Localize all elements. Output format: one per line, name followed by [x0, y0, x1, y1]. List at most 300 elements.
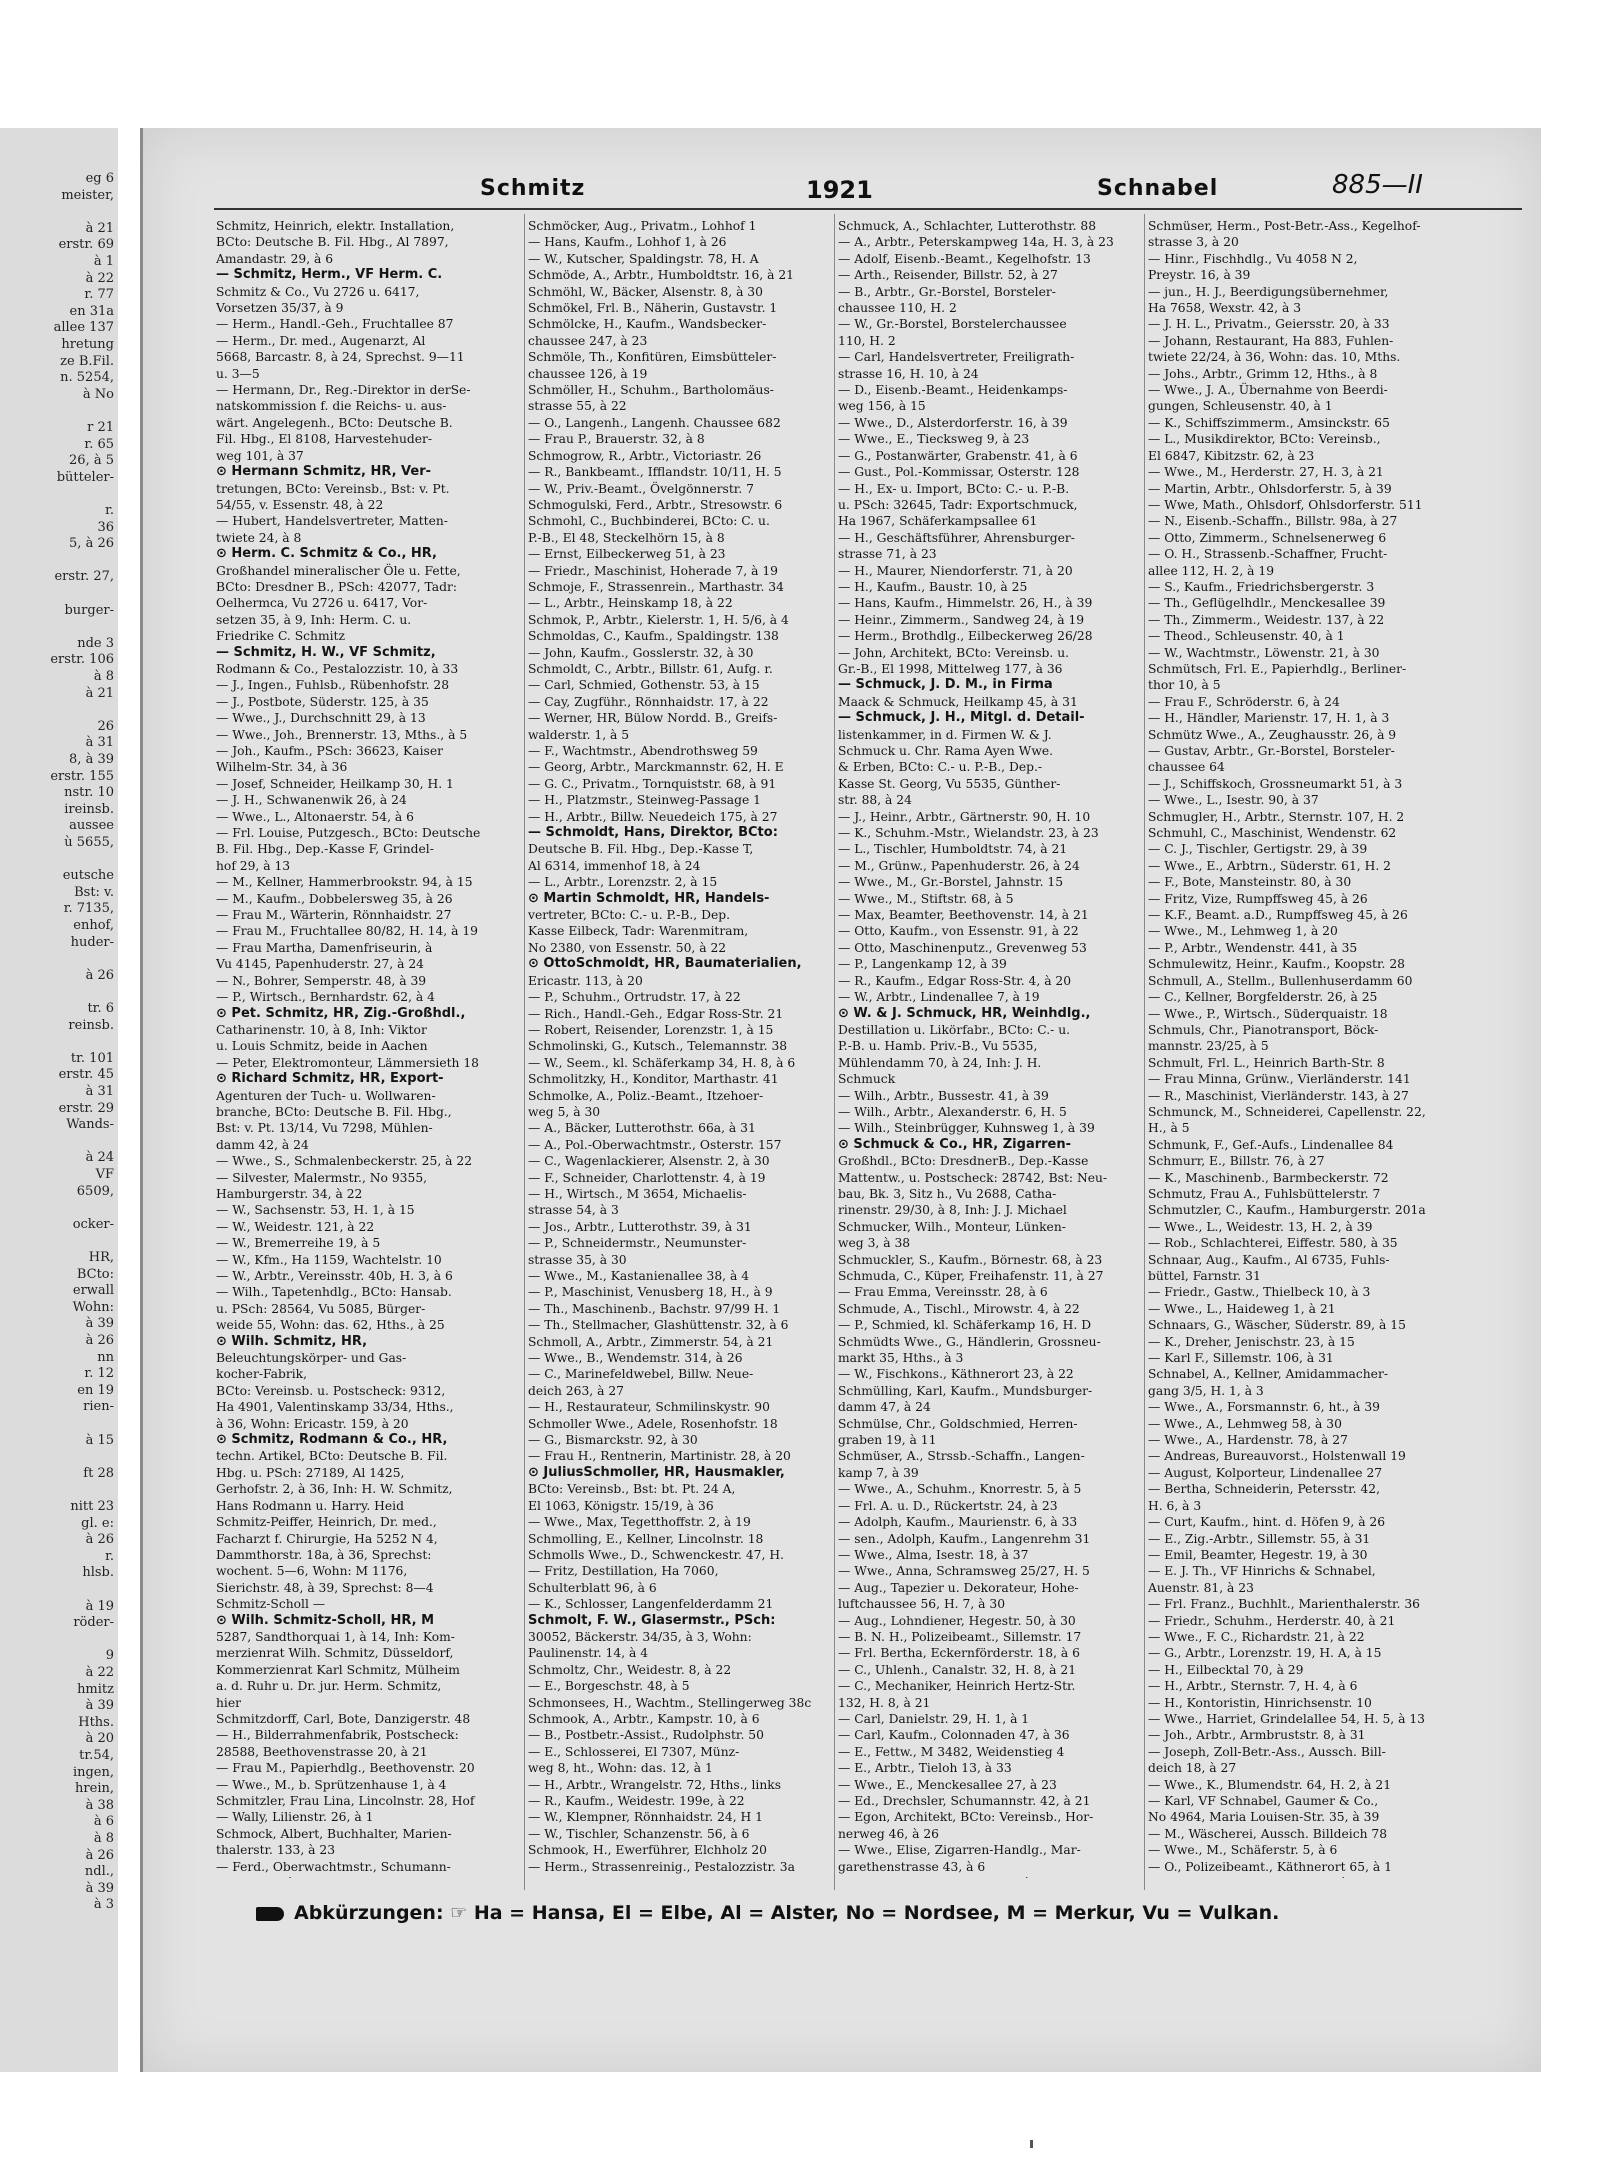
directory-entry-line [1148, 1875, 1448, 1878]
directory-column-4 [1148, 218, 1448, 1878]
directory-entry-line: — Joh., Kaufm., PSch: 36623, Kaiser [216, 744, 443, 758]
directory-entry-line: natskommission f. die Reichs- u. aus- [216, 399, 447, 414]
directory-entry-line: Gr.-B., El 1998, Mittelweg 177, à 36 [838, 661, 1063, 676]
directory-entry-line: — A., Arbtr., Peterskampweg 14a, H. 3, à 23 [838, 235, 1114, 250]
directory-entry-line: P.-B. u. Hamb. Priv.-B., Vu 5535, [838, 1039, 1038, 1054]
adjacent-page-fragment: r. 7135, [63, 901, 114, 917]
directory-entry-line: Schmölcke, H., Kaufm., Wandsbecker- [528, 317, 767, 332]
adjacent-page-fragment: à 8 [93, 669, 114, 684]
directory-entry-line: — M., Kellner, Hammerbrookstr. 94, à 15 [216, 875, 473, 890]
directory-entry-line: allee 112, H. 2, à 19 [1148, 563, 1275, 578]
directory-entry-line: à 36, Wohn: Ericastr. 159, à 20 [216, 1416, 409, 1431]
directory-entry-line: — H., Bilderrahmenfabrik, Postscheck: [216, 1728, 459, 1743]
adjacent-page-fragment: 9 [105, 1648, 114, 1664]
directory-entry-line: hier [216, 1695, 242, 1710]
directory-entry-line: — K., Schlosser, Langenfelderdamm 21 [528, 1597, 774, 1612]
directory-entry-line: — P., Wirtsch., Bernhardstr. 62, à 4 [216, 990, 435, 1005]
directory-entry-line: — Wwe., J. A., Übernahme von Beerdi- [1148, 383, 1388, 398]
directory-entry-line: Bst: v. Pt. 13/14, Vu 7298, Mühlen- [216, 1121, 433, 1136]
directory-entry-line: weg 156, à 15 [838, 399, 926, 414]
adjacent-page-fragment: à 22 [85, 1665, 114, 1680]
directory-entry-line: — Hubert, Handelsvertreter, Matten- [216, 514, 448, 529]
directory-entry-line: Schmuhl, C., Maschinist, Wendenstr. 62 [1148, 826, 1397, 841]
directory-entry-line: thor 10, à 5 [1148, 678, 1221, 693]
directory-entry-line: Schnaars, G., Wäscher, Süderstr. 89, à 15 [1148, 1318, 1406, 1333]
adjacent-page-fragment: en 19 [77, 1382, 114, 1398]
directory-entry-line: 28588, Beethovenstrasse 20, à 21 [216, 1744, 428, 1759]
directory-entry-line: Schmude, A., Tischl., Mirowstr. 4, à 22 [838, 1301, 1080, 1316]
directory-entry-line: Schmock, Albert, Buchhalter, Marien- [216, 1826, 452, 1841]
adjacent-page-fragment: 26 [97, 718, 114, 734]
directory-entry-line: — R., Maschinist, Vierländerstr. 143, à 27 [1148, 1088, 1409, 1103]
directory-entry-line: — John, Kaufm., Gosslerstr. 32, à 30 [528, 645, 754, 660]
directory-entry-line: strasse 55, à 22 [528, 399, 627, 414]
directory-entry-line: — Herm., Brothdlg., Eilbeckerweg 26/28 [838, 629, 1093, 644]
directory-entry-line: — P., Schmied, kl. Schäferkamp 16, H. D [838, 1318, 1092, 1333]
directory-entry-line: wochent. 5—6, Wohn: M 1176, [216, 1564, 408, 1579]
directory-entry-line: rinenstr. 29/30, à 8, Inh: J. J. Michael [838, 1203, 1067, 1218]
directory-entry-line: Schmutz, Frau A., Fuhlsbüttelerstr. 7 [1148, 1186, 1381, 1201]
directory-entry-line: damm 47, à 24 [838, 1400, 931, 1415]
directory-entry-line: BCto: Vereinsb., Bst: bt. Pt. 24 A, [528, 1482, 736, 1497]
directory-entry-line: — Frl. Louise, Putzgesch., BCto: Deutsche [216, 826, 481, 841]
directory-entry-line: — Ernst, Eilbeckerweg 51, à 23 [528, 547, 726, 562]
directory-entry-line: — Jos., Arbtr., Lutterothstr. 39, à 31 [528, 1219, 752, 1234]
directory-entry-line: kocher-Fabrik, [216, 1367, 308, 1382]
directory-entry-line: — W., Weidestr. 121, à 22 [216, 1219, 375, 1234]
directory-entry-line: — Frau Minna, Grünw., Vierländerstr. 141 [1148, 1072, 1411, 1087]
adjacent-page-fragment: à 3 [93, 1897, 114, 1913]
directory-entry-line: markt 35, Hths., à 3 [838, 1351, 964, 1366]
directory-entry-line: ⊙ OttoSchmoldt, HR, Baumaterialien, [528, 956, 802, 972]
directory-entry-line: — E., Zig.-Arbtr., Sillemstr. 55, à 31 [1148, 1531, 1371, 1546]
directory-entry-line: Facharzt f. Chirurgie, Ha 5252 N 4, [216, 1531, 438, 1546]
directory-entry-line: — Karl F., Sillemstr. 106, à 31 [1148, 1351, 1334, 1366]
directory-entry-line: — Herm., Strassenreinig., Pestalozzistr. 3a [528, 1859, 795, 1874]
adjacent-page-fragment: enhof, [73, 918, 114, 933]
directory-entry-line: strasse 71, à 23 [838, 547, 937, 562]
directory-entry-line: Schmuls, Chr., Pianotransport, Böck- [1148, 1022, 1379, 1037]
adjacent-page-fragment: r. [105, 503, 114, 518]
adjacent-page-fragment: à 26 [85, 1847, 114, 1863]
adjacent-page-fragment: hmitz [77, 1681, 114, 1697]
directory-entry-line: — Wwe., A., Schuhm., Knorrestr. 5, à 5 [838, 1482, 1082, 1497]
directory-entry-line: — Cay, Zugführ., Rönnhaidstr. 17, à 22 [528, 694, 769, 709]
directory-entry-line: Schmütsch, Frl. E., Papierhdlg., Berliner- [1148, 661, 1407, 676]
directory-entry-line: — Frau Emma, Vereinsstr. 28, à 6 [838, 1285, 1048, 1300]
directory-entry-line: — Carl, Danielstr. 29, H. 1, à 1 [838, 1711, 1030, 1726]
directory-entry-line: — H., Arbtr., Billw. Neuedeich 175, à 27 [528, 809, 778, 824]
directory-entry-line: ⊙ Wilh. Schmitz, HR, [216, 1333, 368, 1349]
directory-entry-line: büttel, Farnstr. 31 [1148, 1269, 1261, 1283]
directory-entry-line: — M., Wäscherei, Aussch. Billdeich 78 [1148, 1826, 1388, 1841]
directory-entry-line: hof 29, à 13 [216, 858, 291, 873]
adjacent-page-fragment: eutsche [62, 868, 114, 884]
directory-entry-line: luftchaussee 56, H. 7, à 30 [838, 1597, 1006, 1612]
directory-entry-line: — Frau F., Schröderstr. 6, à 24 [1148, 694, 1340, 709]
directory-entry-line: chaussee 247, à 23 [528, 333, 648, 348]
adjacent-page-fragment: à 26 [85, 967, 114, 983]
adjacent-page-fragment: huder- [70, 934, 114, 950]
directory-entry-line: El 1063, Königstr. 15/19, à 36 [528, 1498, 714, 1513]
directory-entry-line: Schmitz & Co., Vu 2726 u. 6417, [216, 284, 420, 299]
directory-entry-line: u. Louis Schmitz, beide in Aachen [216, 1039, 428, 1054]
directory-entry-line: damm 42, à 24 [216, 1137, 309, 1152]
directory-entry-line: — Frau M., Fruchtallee 80/82, H. 14, à 19 [216, 924, 478, 939]
directory-entry-line: — Wwe., E., Arbtrn., Süderstr. 61, H. 2 [1148, 858, 1391, 873]
directory-entry-line: — P., Arbtr., Wendenstr. 441, à 35 [1148, 940, 1358, 955]
directory-entry-line: — Wwe., M., Lehmweg 1, à 20 [1148, 924, 1338, 939]
directory-entry-line [838, 1875, 1138, 1878]
directory-entry-line: Schmook, H., Ewerführer, Elchholz 20 [528, 1843, 767, 1858]
directory-entry-line: — Hinr., Fischhdlg., Vu 4058 N 2, [1148, 251, 1358, 266]
directory-entry-line: Hamburgerstr. 34, à 22 [216, 1186, 363, 1201]
adjacent-page-fragment: à 15 [85, 1432, 114, 1448]
adjacent-page-fragment: 26, à 5 [69, 453, 114, 469]
directory-entry-line: H. 6, à 3 [1148, 1498, 1202, 1513]
directory-entry-line: strasse 16, H. 10, à 24 [838, 366, 979, 381]
directory-entry-line: Al 6314, immenhof 18, à 24 [528, 858, 701, 873]
directory-entry-line: Schmoldas, C., Kaufm., Spaldingstr. 138 [528, 629, 779, 644]
directory-entry-line: — K., Schuhm.-Mstr., Wielandstr. 23, à 23 [838, 826, 1099, 841]
directory-entry-line: — S., Kaufm., Friedrichsbergerstr. 3 [1148, 579, 1375, 594]
directory-entry-line: — H., Maurer, Niendorferstr. 71, à 20 [838, 563, 1073, 578]
directory-entry-line: — Wwe., Harriet, Grindelallee 54, H. 5, à 13 [1148, 1711, 1425, 1726]
directory-entry-line: — Wwe., P., Wirtsch., Süderquaistr. 18 [1148, 1006, 1388, 1021]
adjacent-page-fragment: Wands- [66, 1117, 114, 1133]
directory-entry-line: Schulterblatt 96, à 6 [528, 1580, 657, 1595]
column-divider [524, 214, 525, 1890]
directory-entry-line: twiete 24, à 8 [216, 530, 302, 545]
adjacent-page-fragment: erstr. 155 [50, 768, 114, 784]
directory-entry-line: — W., Wachtmstr., Löwenstr. 21, à 30 [1148, 645, 1380, 660]
directory-entry-line: Schmöde, A., Arbtr., Humboldtstr. 16, à 21 [528, 268, 794, 283]
directory-entry-line: — J., Postbote, Süderstr. 125, à 35 [216, 694, 429, 709]
adjacent-page-fragment: ocker- [72, 1216, 114, 1232]
directory-entry-line: — Otto, Kaufm., von Essenstr. 91, à 22 [838, 924, 1079, 939]
directory-entry-line: — J. H. L., Privatm., Geiersstr. 20, à 33 [1148, 317, 1390, 332]
directory-entry-line: — B., Arbtr., Gr.-Borstel, Borsteler- [838, 284, 1056, 299]
directory-entry-line: — W., Kutscher, Spaldingstr. 78, H. A [528, 251, 759, 266]
directory-column-1 [216, 218, 516, 1878]
directory-entry-line: strasse 35, à 30 [528, 1252, 627, 1267]
directory-entry-line: Vu 4145, Papenhuderstr. 27, à 24 [216, 957, 424, 972]
directory-entry-line: — Schmuck, J. D. M., in Firma [838, 677, 1053, 693]
adjacent-page-fragment: à 26 [85, 1532, 114, 1548]
directory-entry-line: — Frau M., Papierhdlg., Beethovenstr. 20 [216, 1761, 475, 1776]
directory-entry-line: Hans Rodmann u. Harry. Heid [216, 1498, 404, 1513]
directory-entry-line: — Martin, Arbtr., Ohlsdorferstr. 5, à 39 [1148, 481, 1392, 496]
directory-entry-line: ⊙ Schmuck & Co., HR, Zigarren- [838, 1136, 1072, 1152]
directory-entry-line: — W., Gr.-Borstel, Borstelerchaussee [838, 317, 1067, 332]
directory-entry-line: — W., Sachsenstr. 53, H. 1, à 15 [216, 1203, 415, 1218]
directory-entry-line: wärt. Angelegenh., BCto: Deutsche B. [216, 415, 453, 430]
adjacent-page-fragment: VF [95, 1167, 114, 1182]
header-year: 1921 [806, 176, 873, 204]
directory-entry-line: ⊙ Schmitz, Rodmann & Co., HR, [216, 1432, 448, 1448]
pointing-hand-icon [256, 1907, 284, 1921]
directory-entry-line: — H., Platzmstr., Steinweg-Passage 1 [528, 793, 761, 808]
directory-entry-line: Schmolls Wwe., D., Schwenckestr. 47, H. [528, 1547, 784, 1562]
directory-entry-line: ⊙ Richard Schmitz, HR, Export- [216, 1071, 444, 1087]
directory-entry-line: thalerstr. 133, à 23 [216, 1843, 336, 1858]
directory-entry-line: — Wwe., E., Menckesallee 27, à 23 [838, 1777, 1057, 1792]
directory-entry-line: Schmitz-Scholl — [216, 1597, 326, 1612]
directory-entry-line: Ha 1967, Schäferkampsallee 61 [838, 514, 1038, 529]
adjacent-page-fragment: à 8 [93, 1831, 114, 1846]
directory-entry-line: Deutsche B. Fil. Hbg., Dep.-Kasse T, [528, 842, 754, 857]
directory-entry-line: — L., Tischler, Humboldtstr. 74, à 21 [838, 842, 1068, 857]
directory-entry-line: Schmonsees, H., Wachtm., Stellingerweg 38c [528, 1695, 812, 1710]
directory-entry-line: — Arth., Reisender, Billstr. 52, à 27 [838, 268, 1058, 283]
directory-entry-line: — N., Eisenb.-Schaffn., Billstr. 98a, à 27 [1148, 514, 1398, 529]
directory-entry-line: deich 18, à 27 [1148, 1761, 1237, 1776]
directory-entry-line: Agenturen der Tuch- u. Wollwaren- [216, 1088, 436, 1103]
directory-entry-line: Schmogulski, Ferd., Arbtr., Stresowstr. 6 [528, 497, 783, 512]
directory-entry-line: — W., Seem., kl. Schäferkamp 34, H. 8, à 6 [528, 1055, 796, 1070]
directory-entry-line: — K., Schiffszimmerm., Amsinckstr. 65 [1148, 415, 1390, 430]
directory-entry-line: Paulinenstr. 14, à 4 [528, 1646, 649, 1661]
directory-entry-line: & Erben, BCto: C.- u. P.-B., Dep.- [838, 760, 1043, 775]
adjacent-page-fragment: hretung [61, 337, 114, 352]
directory-entry-line: — Wwe., J., Durchschnitt 29, à 13 [216, 711, 426, 726]
column-divider [1144, 214, 1145, 1890]
adjacent-page-fragment: ingen, [72, 1764, 114, 1780]
directory-entry-line: — Wwe., L., Isestr. 90, à 37 [1148, 793, 1319, 808]
directory-entry-line: — L., Arbtr., Lorenzstr. 2, à 15 [528, 875, 718, 890]
adjacent-page-fragment: r. [105, 1548, 114, 1564]
directory-entry-line: — Wwe., L., Altonaerstr. 54, à 6 [216, 809, 414, 824]
directory-entry-line: Schmunk, F., Gef.-Aufs., Lindenallee 84 [1148, 1137, 1394, 1152]
directory-entry-line: — J., Schiffskoch, Grossneumarkt 51, à 3 [1148, 776, 1403, 791]
directory-entry-line: Schmüser, Herm., Post-Betr.-Ass., Kegelhof- [1148, 219, 1421, 233]
directory-entry-line: — Aug., Lohndiener, Hegestr. 50, à 30 [838, 1613, 1076, 1628]
directory-entry-line: — R., Kaufm., Weidestr. 199e, à 22 [528, 1794, 745, 1808]
directory-entry-line: — E., Arbtr., Tieloh 13, à 33 [838, 1761, 1012, 1776]
directory-entry-line: 30052, Bäckerstr. 34/35, à 3, Wohn: [528, 1629, 752, 1644]
directory-entry-line: Schmitzler, Frau Lina, Lincolnstr. 28, Hof [216, 1794, 475, 1808]
directory-entry-line: — August, Kolporteur, Lindenallee 27 [1148, 1465, 1383, 1480]
directory-entry-line: — C. J., Tischler, Gertigstr. 29, à 39 [1148, 842, 1368, 857]
directory-entry-line: — W., Fischkons., Käthnerort 23, à 22 [838, 1367, 1074, 1382]
directory-entry-line: Schmolke, A., Poliz.-Beamt., Itzehoer- [528, 1088, 764, 1103]
adjacent-page-fragment: Wohn: [72, 1299, 114, 1315]
directory-entry-line: Schmuda, C., Küper, Freihafenstr. 11, à 27 [838, 1269, 1104, 1283]
directory-entry-line: — Wwe., A., Lehmweg 58, à 30 [1148, 1416, 1342, 1431]
directory-entry-line: Schmitzdorff, Carl, Bote, Danzigerstr. 48 [216, 1711, 471, 1726]
directory-entry-line: Gerhofstr. 2, à 36, Inh: H. W. Schmitz, [216, 1482, 453, 1497]
directory-entry-line: chaussee 64 [1148, 760, 1225, 775]
directory-entry-line: — Schmitz, H. W., VF Schmitz, [216, 644, 436, 660]
directory-entry-line: branche, BCto: Deutsche B. Fil. Hbg., [216, 1104, 452, 1119]
adjacent-page-fragment: ze B.Fil. [60, 353, 114, 369]
adjacent-page-fragment: 6509, [76, 1183, 114, 1199]
directory-entry-line: — Peter, Elektromonteur, Lämmersieth 18 [216, 1055, 480, 1070]
directory-entry-line: Schmok, P., Arbtr., Kielerstr. 1, H. 5/6, à 4 [528, 612, 789, 627]
directory-entry-line: — Joseph, Zoll-Betr.-Ass., Aussch. Bill- [1148, 1744, 1386, 1759]
directory-entry-line: ⊙ Hermann Schmitz, HR, Ver- [216, 464, 432, 480]
directory-entry-line: — W., Tischler, Schanzenstr. 56, à 6 [528, 1826, 750, 1841]
directory-entry-line: — Frau M., Wärterin, Rönnhaidstr. 27 [216, 908, 452, 923]
directory-entry-line: weg 3, à 38 [838, 1236, 911, 1251]
directory-entry-line: — Wwe., K., Blumendstr. 64, H. 2, à 21 [1148, 1777, 1392, 1792]
directory-entry-line: — M., Kaufm., Dobbelersweg 35, à 26 [216, 891, 453, 906]
adjacent-page-fragment: erstr. 69 [58, 237, 114, 253]
adjacent-page-fragment: r. 77 [84, 287, 114, 303]
directory-entry-line: str. 88, à 24 [838, 793, 912, 808]
directory-entry-line: Schmoldt, C., Arbtr., Billstr. 61, Aufg. r. [528, 661, 773, 676]
adjacent-page-fragment: meister, [61, 187, 114, 203]
adjacent-page-fragment: nitt 23 [70, 1499, 114, 1514]
directory-entry-line: — K., Dreher, Jenischstr. 23, à 15 [1148, 1334, 1355, 1349]
directory-entry-line: — Bertha, Schneiderin, Petersstr. 42, [1148, 1482, 1381, 1497]
directory-entry-line: BCto: Dresdner B., PSch: 42077, Tadr: [216, 579, 457, 594]
directory-entry-line: — Wwe., S., Schmalenbeckerstr. 25, à 22 [216, 1154, 473, 1169]
directory-entry-line: — Wwe., A., Forsmannstr. 6, ht., à 39 [1148, 1400, 1380, 1415]
directory-entry-line: — O. H., Strassenb.-Schaffner, Frucht- [1148, 547, 1388, 562]
adjacent-page-fragment: röder- [73, 1615, 114, 1631]
directory-entry-line: Schmökel, Frl. B., Näherin, Gustavstr. 1 [528, 301, 778, 316]
directory-entry-line: — Hermann, Dr., Reg.-Direktor in derSe- [216, 383, 471, 398]
directory-entry-line: — Fritz, Destillation, Ha 7060, [528, 1564, 719, 1579]
adjacent-page-fragment: nn [97, 1349, 114, 1365]
adjacent-page-fragment: burger- [64, 602, 114, 618]
directory-entry-line: — jun., H. J., Beerdigungsübernehmer, [1148, 284, 1389, 299]
directory-entry-line: — H., Geschäftsführer, Ahrensburger- [838, 530, 1075, 545]
directory-entry-line: — W., Klempner, Rönnhaidstr. 24, H 1 [528, 1810, 763, 1825]
directory-entry-line: 110, H. 2 [838, 333, 896, 348]
directory-entry-line: — Werner, HR, Bülow Nordd. B., Greifs- [528, 711, 778, 726]
adjacent-page-fragment: à 21 [85, 220, 114, 236]
adjacent-page-fragment: Hths. [78, 1714, 114, 1730]
directory-entry-line: Kasse Eilbeck, Tadr: Warenmitram, [528, 924, 749, 939]
directory-entry-line: — W., Priv.-Beamt., Övelgönnerstr. 7 [528, 481, 754, 496]
column-divider [834, 214, 835, 1890]
directory-entry-line: Wilhelm-Str. 34, à 36 [216, 760, 348, 775]
directory-entry-line: strasse 54, à 3 [528, 1203, 619, 1218]
directory-entry-line: H., à 5 [1148, 1121, 1190, 1136]
directory-entry-line: ⊙ Herm. C. Schmitz & Co., HR, [216, 546, 437, 562]
directory-entry-line: Catharinenstr. 10, à 8, Inh: Viktor [216, 1022, 427, 1037]
directory-entry-line: graben 19, à 11 [838, 1433, 937, 1448]
directory-entry-line: — Aug., Tapezier u. Dekorateur, Hohe- [838, 1580, 1079, 1595]
directory-entry-line: — Carl, Schmied, Gothenstr. 53, à 15 [528, 678, 760, 693]
directory-entry-line: — H., Eilbecktal 70, à 29 [1148, 1662, 1304, 1677]
directory-entry-line: — R., Kaufm., Edgar Ross-Str. 4, à 20 [838, 973, 1072, 988]
adjacent-page-fragment: tr. 101 [70, 1050, 114, 1066]
directory-entry-line: — H., Händler, Marienstr. 17, H. 1, à 3 [1148, 711, 1390, 726]
adjacent-page-fragment: ù 5655, [64, 835, 114, 850]
directory-entry-line: — E., Fettw., M 3482, Weidenstieg 4 [838, 1744, 1065, 1759]
directory-entry-line: — Herm., Dr. med., Augenarzt, Al [216, 333, 426, 348]
directory-entry-line: — H., Ex- u. Import, BCto: C.- u. P.-B. [838, 481, 1070, 496]
directory-entry-line: — W., Arbtr., Lindenallee 7, à 19 [838, 990, 1040, 1005]
directory-entry-line: — E., Schlosserei, El 7307, Münz- [528, 1744, 740, 1759]
directory-entry-line: No 4964, Maria Louisen-Str. 35, à 39 [1148, 1810, 1380, 1825]
adjacent-page-fragment: à No [82, 386, 114, 402]
adjacent-page-fragment: à 19 [85, 1598, 114, 1614]
directory-entry-line: — Wwe., Max, Tegetthoffstr. 2, à 19 [528, 1515, 751, 1530]
directory-entry-line: Großhandel mineralischer Öle u. Fette, [216, 563, 461, 578]
directory-entry-line: — Wwe., M., Kastanienallee 38, à 4 [528, 1269, 750, 1283]
directory-entry-line: — Wilh., Steinbrügger, Kuhnsweg 1, à 39 [838, 1121, 1095, 1136]
adjacent-page-fragment: r 21 [87, 420, 114, 435]
directory-entry-line: — Schmuck, J. H., Mitgl. d. Detail- [838, 710, 1085, 726]
directory-entry-line: — Hans, Kaufm., Lohhof 1, à 26 [528, 235, 727, 250]
directory-entry-line: Schmülling, Karl, Kaufm., Mundsburger- [838, 1383, 1093, 1398]
directory-entry-line: Schmitz, Heinrich, elektr. Installation, [216, 219, 455, 233]
directory-entry-line: — Wwe., B., Wendemstr. 314, à 26 [528, 1351, 743, 1366]
directory-entry-line: Mattentw., u. Postscheck: 28742, Bst: Neu- [838, 1170, 1108, 1185]
directory-entry-line: — sen., Adolph, Kaufm., Langenrehm 31 [838, 1531, 1091, 1546]
adjacent-page-strip [0, 128, 118, 2072]
directory-entry-line: ⊙ JuliusSchmoller, HR, Hausmakler, [528, 1464, 785, 1480]
adjacent-page-fragment: ndl., [84, 1864, 114, 1880]
directory-entry-line: — Wilh., Arbtr., Bussestr. 41, à 39 [838, 1088, 1049, 1103]
directory-entry-line: Schnaar, Aug., Kaufm., Al 6735, Fuhls- [1148, 1252, 1390, 1267]
directory-entry-line: — Friedr., Maschinist, Hoherade 7, à 19 [528, 563, 778, 578]
directory-entry-line: mannstr. 23/25, à 5 [1148, 1039, 1269, 1054]
directory-entry-line: Dammthorstr. 18a, à 36, Sprechst: [216, 1547, 432, 1562]
directory-entry-line: Schmugler, H., Arbtr., Sternstr. 107, H. 2 [1148, 809, 1405, 824]
directory-entry-line: Schmurr, E., Billstr. 76, à 27 [1148, 1154, 1325, 1169]
adjacent-page-fragment: à 31 [85, 735, 114, 751]
directory-entry-line: — Wwe., Joh., Brennerstr. 13, Mths., à 5 [216, 727, 468, 742]
adjacent-page-fragment: BCto: [76, 1266, 114, 1282]
adjacent-page-fragment: tr. 6 [87, 1001, 114, 1016]
directory-entry-line: No 2380, von Essenstr. 50, à 22 [528, 940, 727, 955]
directory-entry-line: Schmolt, F. W., Glasermstr., PSch: [528, 1612, 776, 1628]
directory-entry-line: — Otto, Zimmerm., Schnelsenerweg 6 [1148, 530, 1387, 545]
adjacent-page-fragment: erstr. 106 [50, 652, 114, 668]
directory-entry-line: — Wwe., D., Alsterdorferstr. 16, à 39 [838, 415, 1068, 430]
directory-entry-line: — Frau H., Rentnerin, Martinistr. 28, à 20 [528, 1449, 791, 1464]
adjacent-page-fragment: à 20 [85, 1731, 114, 1747]
header-right-word: Schnabel [1097, 176, 1219, 201]
directory-entry-line: — Wwe., L., Weidestr. 13, H. 2, à 39 [1148, 1219, 1373, 1234]
directory-entry-line: — Wwe., M., Stiftstr. 68, à 5 [838, 891, 1014, 906]
directory-entry-line: — A., Bäcker, Lutterothstr. 66a, à 31 [528, 1121, 756, 1136]
adjacent-page-fragment: 36 [97, 519, 114, 535]
directory-entry-line: — Johs., Arbtr., Grimm 12, Hths., à 8 [1148, 366, 1378, 381]
directory-entry-line: — Ferd., Oberwachtmstr., Schumann- [216, 1859, 451, 1874]
directory-entry-line: — G., Postanwärter, Grabenstr. 41, à 6 [838, 448, 1078, 463]
directory-entry-line: Oelhermca, Vu 2726 u. 6417, Vor- [216, 596, 428, 611]
directory-entry-line: tretungen, BCto: Vereinsb., Bst: v. Pt. [216, 481, 450, 496]
directory-entry-line [216, 1875, 516, 1878]
directory-entry-line: Schmohl, C., Buchbinderei, BCto: C. u. [528, 514, 770, 529]
directory-entry-line: merzienrat Wilh. Schmitz, Düsseldorf, [216, 1646, 454, 1661]
adjacent-page-fragment: à 6 [93, 1814, 114, 1830]
directory-entry-line: strasse 3, à 20 [1148, 235, 1239, 250]
directory-entry-line: Ericastr. 113, à 20 [528, 973, 643, 988]
directory-entry-line: — Wwe., M., b. Sprützenhause 1, à 4 [216, 1777, 447, 1792]
directory-entry-line: — Herm., Handl.-Geh., Fruchtallee 87 [216, 317, 454, 332]
adjacent-page-fragment: nde 3 [77, 635, 114, 651]
directory-entry-line: — Frl. A. u. D., Rückertstr. 24, à 23 [838, 1498, 1058, 1513]
directory-entry-line: — Robert, Reisender, Lorenzstr. 1, à 15 [528, 1022, 774, 1037]
directory-entry-line: Mühlendamm 70, à 24, Inh: J. H. [838, 1055, 1042, 1070]
directory-entry-line: — P., Langenkamp 12, à 39 [838, 957, 1007, 972]
directory-entry-line: — G. C., Privatm., Tornquiststr. 68, à 91 [528, 776, 777, 791]
dust-speck [1030, 2140, 1033, 2148]
directory-entry-line: — Josef, Schneider, Heilkamp 30, H. 1 [216, 776, 454, 791]
directory-entry-line: — C., Wagenlackierer, Alsenstr. 2, à 30 [528, 1154, 770, 1169]
directory-entry-line: El 6847, Kibitzstr. 62, à 23 [1148, 448, 1315, 463]
directory-entry-line: Schmüser, A., Strssb.-Schaffn., Langen- [838, 1449, 1085, 1464]
adjacent-page-fragment: erstr. 29 [58, 1100, 114, 1116]
directory-entry-line: — Joh., Arbtr., Armbruststr. 8, à 31 [1148, 1728, 1366, 1743]
